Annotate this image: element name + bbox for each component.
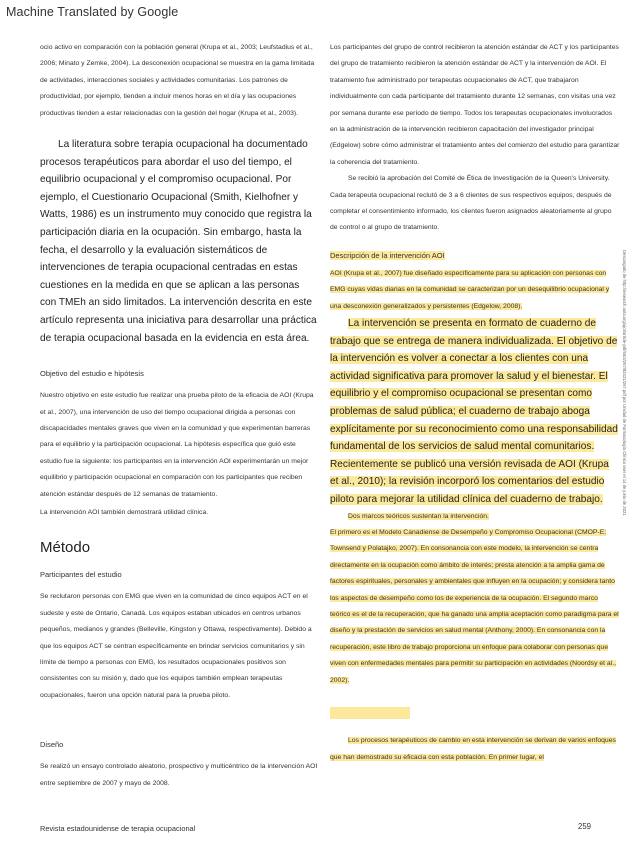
subsection-heading: Participantes del estudio — [40, 570, 122, 580]
highlighted-text: AOI (Krupa et al., 2007) fue diseñado específicamente para su aplicación con personas con EMG cuyas vidas diarias en la comunidad se caracterizan por un desequilibrio ocupacional y una desconexión generalizados y persistentes (Edgelow, 2008). — [330, 269, 610, 310]
highlighted-text: Dos marcos teóricos sustentan la intervención. — [348, 512, 489, 520]
highlighted-text: La intervención se presenta en formato de cuaderno de trabajo que se entrega de manera individualizada. El objetivo de la intervención es volver a conectar a los clientes con una actividad significativa para promover la salud y el bienestar. El equilibrio y el compromiso ocupacional se presentan como problemas de salud pública; el cuaderno de trabajo aboga explícitamente por su reconocimiento como una responsabilidad fundamental de los servicios de salud mental comunitarios. Recientemente se publicó una versión revisada de AOI (Krupa et al., 2010); la revisión incorporó los comentarios del estudio piloto para mejorar la utilidad clínica del cuaderno de trabajo. — [330, 318, 618, 506]
paragraph — [330, 733, 620, 766]
paragraph — [330, 509, 620, 525]
paragraph: La intervención AOI también demostrará utilidad clínica. — [40, 509, 209, 516]
highlight-mark — [330, 707, 410, 719]
journal-name: Revista estadounidense de terapia ocupacional — [40, 824, 196, 833]
paragraph — [330, 266, 620, 315]
subsection-heading: Diseño — [40, 740, 64, 750]
section-heading-method: Método — [40, 539, 91, 557]
highlighted-text: El primero es el Modelo Canadiense de Desempeño y Compromiso Ocupacional (CMOP-E; Townsend y Polatajko, 2007). En consonancia con este modelo, la intervención se centra directamente en la ocupación como ámbito de interés; presta atención a la amplia gama de factores espirituales, personales y ambientales que influyen en la ocupación; y considera tanto los aspectos de desempeño como los de experiencia de la ocupación. El segundo marco teórico es el de la recuperación, que ha ganado una amplia aceptación como paradigma para el diseño y la prestación de servicios en salud mental (Anthony, 2000). En consonancia con la recuperación, este libro de trabajo proporciona un enfoque para colaborar con personas que viven con enfermedades mentales para permitir su participación en actividades (Noordsy et al., 2002). — [330, 529, 619, 684]
highlighted-heading: Descripción de la intervención AOI — [330, 250, 445, 260]
paragraph: Nuestro objetivo en este estudio fue realizar una prueba piloto de la eficacia de AOI (Krupa et al., 2007), una intervención de uso del tiempo ocupacional dirigida a personas con discapacidades mentales graves que viven en la comunidad y que experimentan barreras para el equilibrio y la participación ocupacional. La hipótesis específica que guió este estudio fue la siguiente: los participantes en la intervención AOI experimentarán un mejor equilibrio y participación ocupacional en comparación con los participantes que reciben atención estándar después de 12 semanas de tratamiento. — [40, 392, 314, 498]
page-number: 259 — [578, 822, 592, 831]
paragraph — [330, 525, 620, 689]
paragraph — [330, 315, 620, 509]
download-watermark: Descargado de http://research.aota.org/ajot/article-pdf/65/3/267/82421/267.pdf por Unidad de Farmacología Clínica user el 14 de junio de 2021 — [622, 250, 627, 516]
right-column — [330, 40, 620, 766]
highlighted-text: Los procesos terapéuticos de cambio en esta intervención se derivan de varios enfoques que han demostrado su eficacia con esta población. En primer lugar, el — [330, 737, 616, 761]
section-heading: Objetivo del estudio e hipótesis — [40, 369, 144, 379]
machine-translation-banner: Machine Translated by Google — [6, 5, 179, 19]
left-column — [40, 40, 318, 792]
paragraph: Se reclutaron personas con EMG que viven en la comunidad de cinco equipos ACT en el sudeste y este de Ontario, Canadá. Los equipos estaban ubicados en centros urbanos pequeños, medianos y grandes (Belleville, Kingston y Ottawa, respectivamente). Debido a que los equipos ACT se centran específicamente en brindar servicios comunitarios y sin límite de tiempo a personas con EMG, los resultados ocupacionales positivos son consistentes con su misión y, dado que los equipos también emplean terapeutas ocupacionales, fueron una opción natural para la prueba piloto. — [40, 593, 312, 699]
section-heading — [330, 251, 620, 260]
paragraph: ocio activo en comparación con la población general (Krupa et al., 2003; Leufstadius et al., 2006; Minato y Zemke, 2004). La desconexión ocupacional se muestra en la gama limitada de actividades, interacciones sociales y actividades comunitarias. Los patrones de productividad, por ejemplo, tienden a incluir menos horas en el día y las ocupaciones productivas tienden a estar relacionadas con la gestión del hogar (Krupa et al., 2003). — [40, 44, 315, 117]
paragraph: Se realizó un ensayo controlado aleatorio, prospectivo y multicéntrico de la intervención AOI entre septiembre de 2007 y mayo de 2008. — [40, 763, 318, 787]
paragraph: Se recibió la aprobación del Comité de Ética de Investigación de la Queen's University. Cada terapeuta ocupacional reclutó de 3 a 6 clientes de sus respectivos equipos, después de completar el consentimiento informado, los clientes fueron asignados aleatoriamente al grupo de control o al grupo de tratamiento. — [330, 175, 612, 232]
paragraph: La literatura sobre terapia ocupacional ha documentado procesos terapéuticos para abordar el uso del tiempo, el equilibrio ocupacional y el compromiso ocupacional. Por ejemplo, el Cuestionario Ocupacional (Smith, Kielhofner y Watts, 1986) es un instrumento muy conocido que registra la participación diaria en la ocupación. Sin embargo, hasta la fecha, el desarrollo y la evaluación sistemáticos de intervenciones de terapia ocupacional centradas en estas cuestiones en la medida en que se aplican a las personas con TMEh an sido limitados. La intervención descrita en este artículo representa una iniciativa para desarrollar una práctica de terapia ocupacional basada en la evidencia en esta área. — [40, 139, 317, 344]
paragraph: Los participantes del grupo de control recibieron la atención estándar de ACT y los participantes del grupo de tratamiento recibieron la atención estándar de ACT y la intervención de AOI. El tratamiento fue administrado por terapeutas ocupacionales de ACT, que trabajaron individualmente con cada participante del tratamiento durante 12 semanas, con visitas una vez por semana durante ese período de tiempo. Todos los terapeutas ocupacionales involucrados en la administración de la intervención recibieron capacitación del investigador principal (Edgelow) sobre cómo administrar el tratamiento antes del comienzo del estudio para garantizar la coherencia del tratamiento. — [330, 44, 620, 166]
